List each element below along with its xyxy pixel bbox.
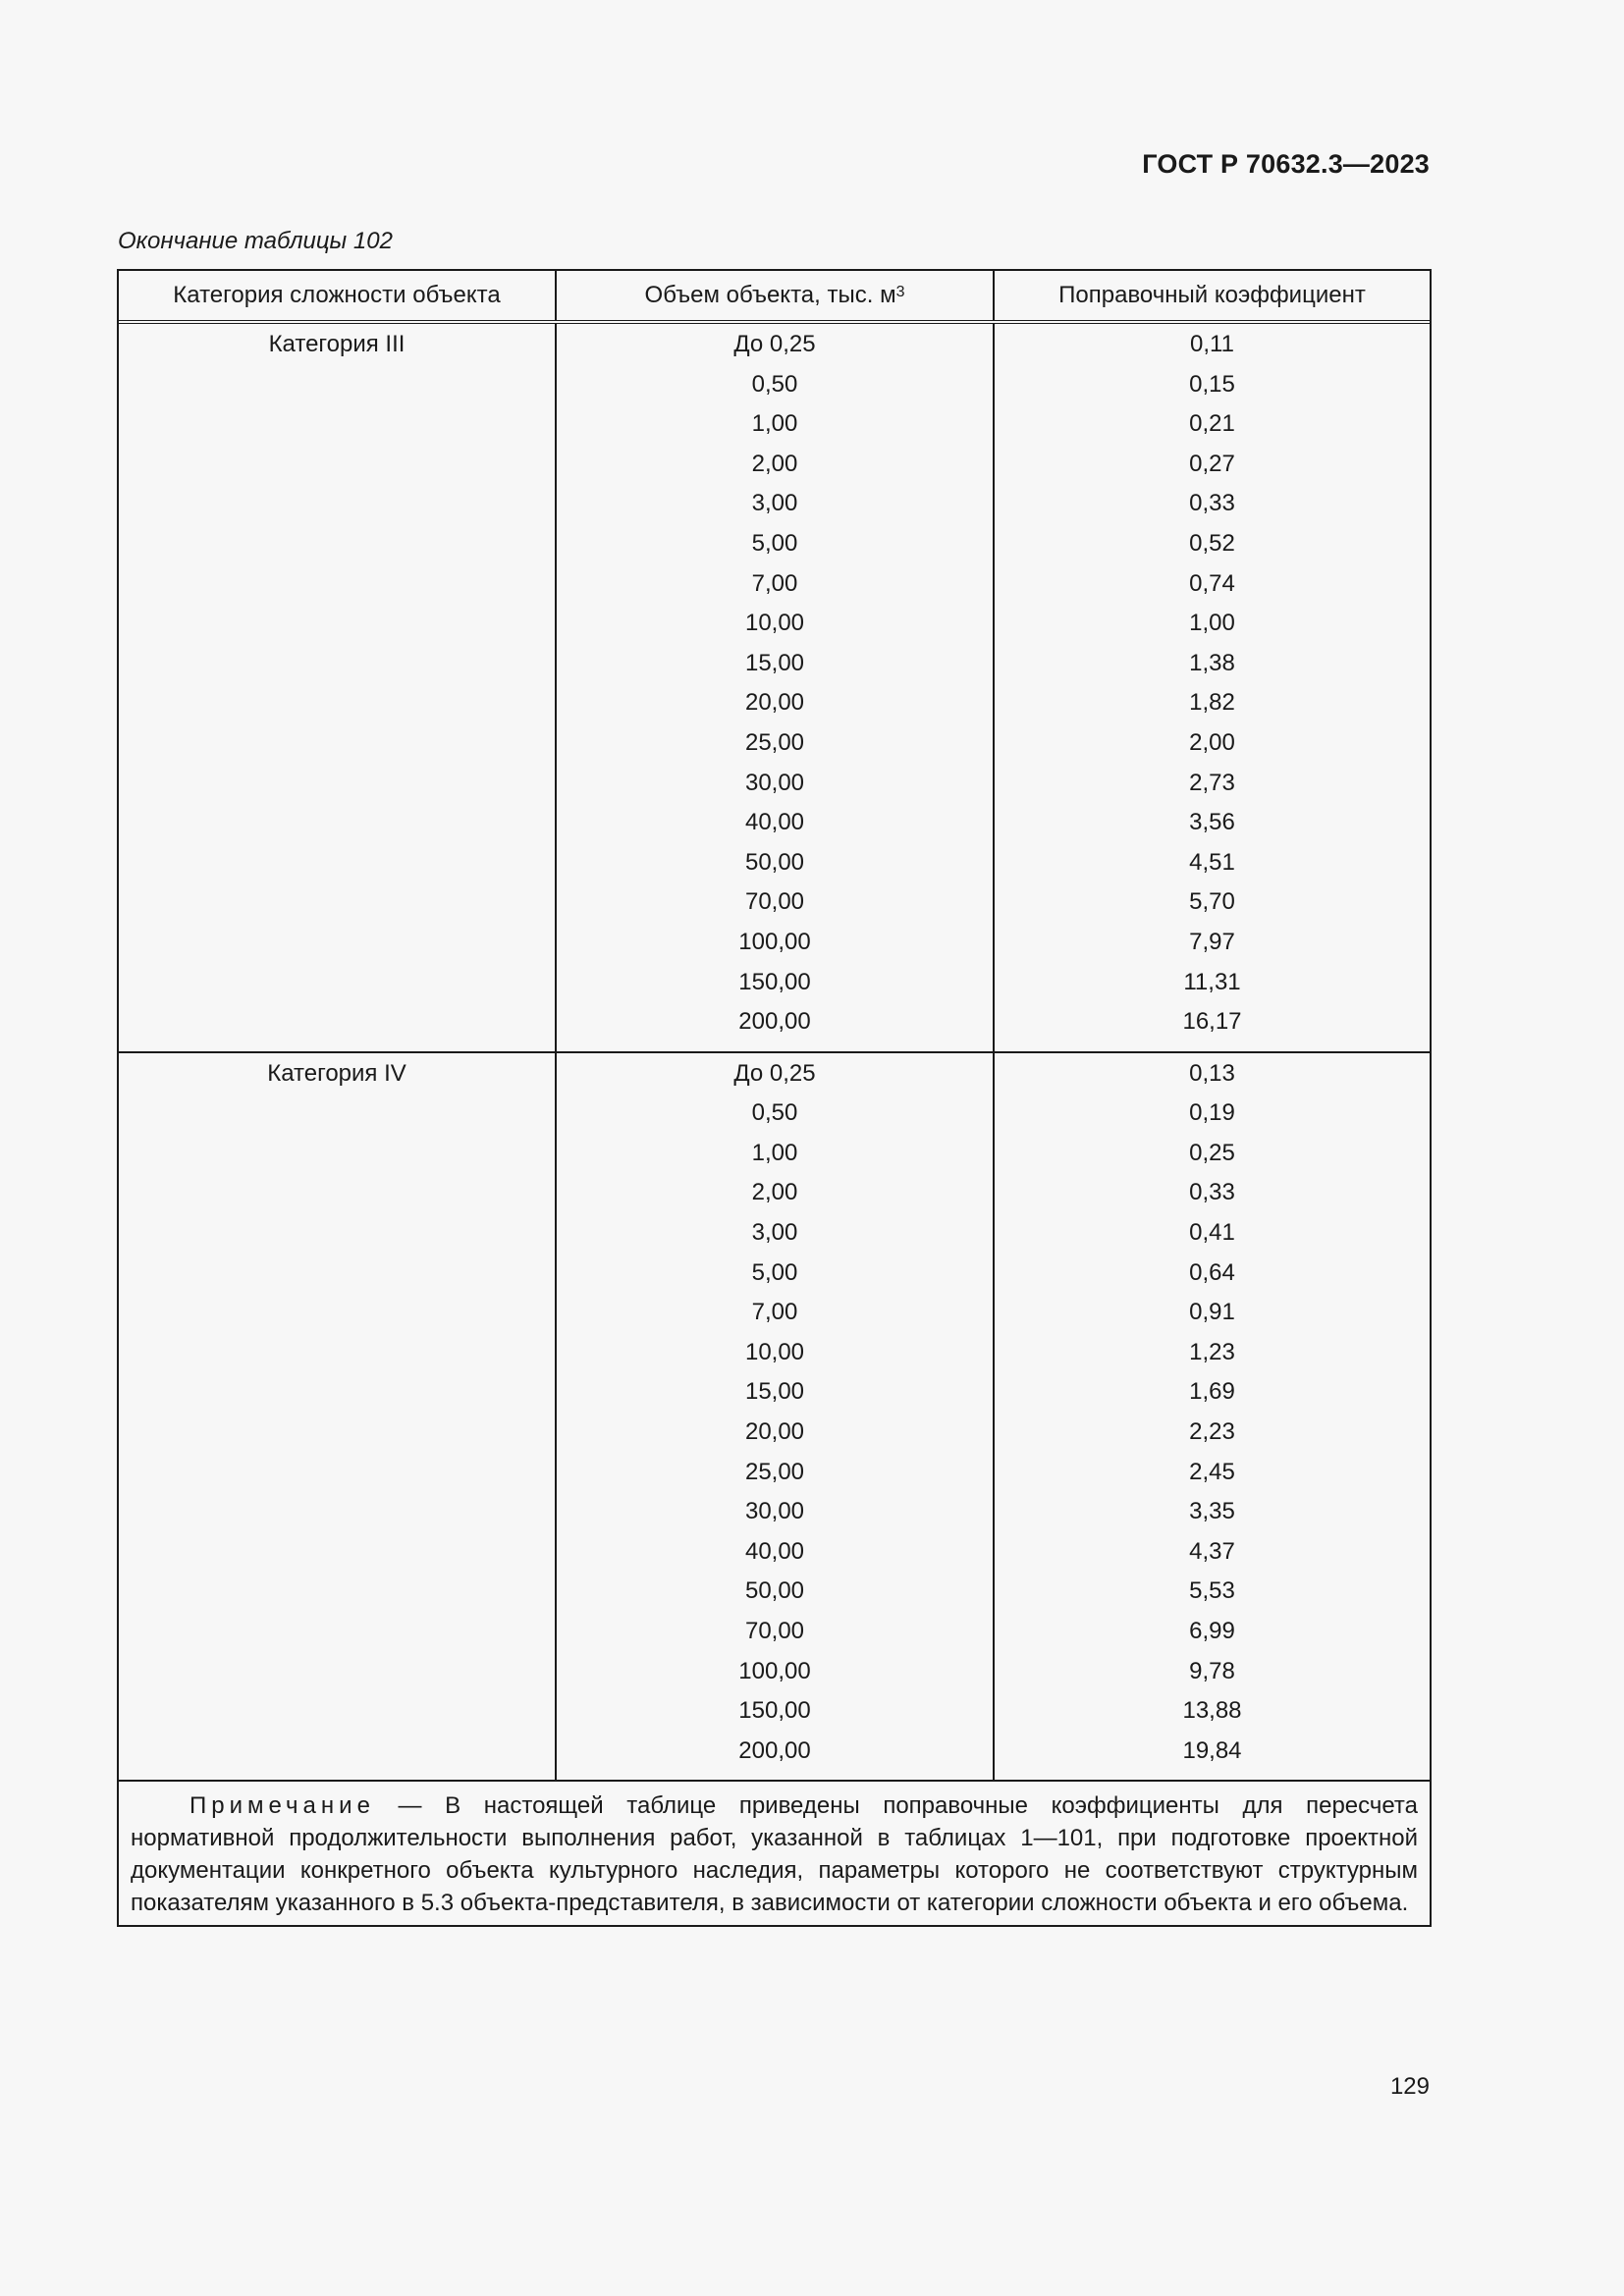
volume-column [557, 324, 995, 1051]
volume-cell: 150,00 [738, 968, 811, 995]
volume-cell: 7,00 [751, 1299, 798, 1326]
volume-cell: 40,00 [744, 809, 805, 836]
coefficient-cell: 1,23 [1189, 1338, 1235, 1365]
coefficient-column [995, 324, 1430, 1051]
volume-cell: 25,00 [744, 1458, 805, 1485]
volume-cell: 3,00 [751, 490, 798, 517]
volume-cell: 5,00 [751, 529, 798, 557]
coefficient-cell: 0,27 [1189, 450, 1235, 477]
volume-cell: 10,00 [744, 1338, 805, 1365]
table-header-row [119, 271, 1430, 324]
coefficient-cell: 0,74 [1189, 569, 1235, 597]
document-code: ГОСТ Р 70632.3—2023 [1142, 149, 1430, 179]
coefficient-cell: 5,70 [1189, 888, 1235, 916]
coefficient-cell: 0,21 [1189, 410, 1235, 438]
volume-cell: 3,00 [751, 1219, 798, 1247]
table-note [119, 1780, 1430, 1925]
coefficient-cell: 1,69 [1189, 1378, 1235, 1406]
category-cell: Категория IV [119, 1053, 557, 1781]
coefficient-cell: 1,82 [1189, 689, 1235, 717]
volume-cell: 20,00 [744, 1418, 805, 1446]
volume-cell: 7,00 [751, 569, 798, 597]
volume-cell: 5,00 [751, 1258, 798, 1286]
volume-cell: 100,00 [738, 928, 811, 955]
volume-cell: 10,00 [744, 610, 805, 637]
volume-cell: 30,00 [744, 769, 805, 796]
coefficient-cell: 0,15 [1189, 370, 1235, 398]
column-header-volume-label: Объем объекта, тыс. м [644, 282, 896, 308]
volume-cell: 2,00 [751, 1179, 798, 1206]
coefficient-cell: 0,13 [1189, 1059, 1235, 1087]
coefficient-cell: 2,45 [1189, 1458, 1235, 1485]
coefficient-table [117, 269, 1432, 1927]
coefficient-cell: 2,00 [1189, 728, 1235, 756]
coefficient-cell: 0,64 [1189, 1258, 1235, 1286]
coefficient-cell: 4,51 [1189, 848, 1235, 876]
volume-cell: 100,00 [738, 1657, 811, 1684]
page-number: 129 [1389, 2073, 1430, 2100]
volume-cell: 1,00 [751, 410, 798, 438]
volume-cell: 2,00 [751, 450, 798, 477]
coefficient-cell: 0,52 [1189, 529, 1235, 557]
coefficient-cell: 0,19 [1189, 1099, 1235, 1127]
coefficient-cell: 7,97 [1189, 928, 1235, 955]
coefficient-cell: 1,00 [1189, 610, 1235, 637]
coefficient-cell: 2,73 [1189, 769, 1235, 796]
volume-cell: 50,00 [744, 848, 805, 876]
coefficient-cell: 3,35 [1189, 1498, 1235, 1525]
coefficient-cell: 0,33 [1189, 490, 1235, 517]
volume-cell: 0,50 [751, 1099, 798, 1127]
volume-cell: 20,00 [744, 689, 805, 717]
volume-cell: 15,00 [744, 1378, 805, 1406]
coefficient-cell: 6,99 [1189, 1618, 1235, 1644]
coefficient-cell: 0,41 [1189, 1219, 1235, 1247]
volume-cell: До 0,25 [733, 331, 816, 357]
volume-cell: 25,00 [744, 728, 805, 756]
column-header-coefficient: Поправочный коэффициент [1058, 282, 1366, 308]
note-label: Примечание [189, 1792, 375, 1820]
volume-cell: 150,00 [738, 1697, 811, 1725]
volume-cell: 0,50 [751, 370, 798, 398]
coefficient-cell: 0,91 [1189, 1299, 1235, 1326]
coefficient-cell: 4,37 [1189, 1537, 1235, 1565]
coefficient-cell: 2,23 [1189, 1418, 1235, 1446]
volume-unit-superscript: 3 [895, 284, 905, 300]
table-body [119, 324, 1430, 1780]
coefficient-cell: 0,33 [1189, 1179, 1235, 1206]
volume-cell: 40,00 [744, 1537, 805, 1565]
coefficient-cell: 11,31 [1183, 968, 1241, 995]
volume-cell: 30,00 [744, 1498, 805, 1525]
coefficient-cell: 16,17 [1182, 1008, 1242, 1036]
table-group [119, 324, 1430, 1051]
category-cell: Категория III [119, 324, 557, 1051]
coefficient-cell: 3,56 [1189, 809, 1235, 836]
coefficient-cell: 0,25 [1189, 1139, 1235, 1166]
coefficient-cell: 1,38 [1189, 649, 1235, 676]
volume-cell: 70,00 [744, 888, 805, 916]
volume-cell: 1,00 [751, 1139, 798, 1166]
volume-cell: 200,00 [738, 1008, 811, 1036]
volume-cell: 15,00 [744, 649, 805, 676]
column-header-volume [557, 271, 995, 320]
coefficient-column [995, 1053, 1430, 1781]
volume-column [557, 1053, 995, 1781]
volume-cell: 200,00 [738, 1736, 811, 1764]
volume-cell: До 0,25 [733, 1059, 816, 1087]
coefficient-cell: 9,78 [1189, 1657, 1235, 1684]
table-group [119, 1051, 1430, 1781]
column-header-category: Категория сложности объекта [119, 271, 557, 320]
coefficient-cell: 5,53 [1189, 1577, 1235, 1605]
coefficient-cell: 19,84 [1182, 1736, 1242, 1764]
table-caption: Окончание таблицы 102 [118, 228, 393, 254]
coefficient-cell: 13,88 [1182, 1697, 1242, 1725]
volume-cell: 50,00 [744, 1577, 805, 1605]
volume-cell: 70,00 [744, 1618, 805, 1644]
coefficient-cell: 0,11 [1190, 331, 1234, 357]
note-text: — В настоящей таблице приведены поправочные коэффициенты для пересчета нормативной продолжительности выполнения работ, указанной в таблицах 1—101, при подготовке проектной документации конкретного объекта культурного наследия, параметры которого не соответствуют структурным показателям указанного в 5.3 объекта-представителя, в зависимости от категории сложности объекта и его объема. [131, 1792, 1418, 1917]
